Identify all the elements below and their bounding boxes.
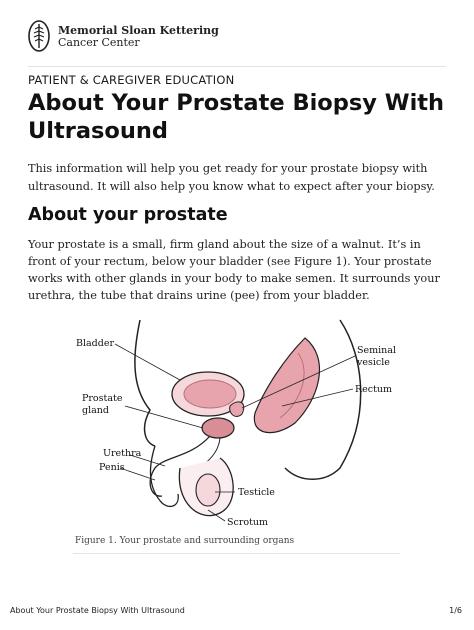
anatomy-figure [70, 318, 410, 533]
figure-caption: Figure 1. Your prostate and surrounding organs [75, 536, 295, 546]
anatomy-illustration [70, 318, 410, 533]
section-label: PATIENT & CAREGIVER EDUCATION [28, 73, 235, 87]
msk-logo [28, 20, 219, 54]
label-bladder: Bladder [76, 338, 115, 349]
label-scrotum: Scrotum [227, 517, 269, 528]
label-prostate-line1: Prostate [82, 393, 123, 404]
section-heading: About your prostate [28, 205, 228, 225]
body-paragraph: Your prostate is a small, firm gland about the size of a walnut. It’s in front of your rectum, below your bladder (see Figure 1). Your prostate works with other glands in your body to make semen. It surrounds your urethra, the tube that drains urine (pee) from your bladder. [28, 238, 440, 302]
header-divider [28, 66, 446, 67]
msk-logo-icon [28, 20, 50, 54]
footer-page-number: 1/6 [449, 606, 462, 615]
figure-divider [73, 553, 400, 554]
label-urethra: Urethra [103, 448, 142, 459]
footer-doc-title: About Your Prostate Biopsy With Ultrasound [10, 606, 185, 615]
label-penis: Penis [99, 462, 125, 473]
org-name: Memorial Sloan Kettering [58, 24, 219, 37]
label-seminal-line1: Seminal [357, 345, 396, 356]
page-title: About Your Prostate Biopsy With Ultrasound [28, 90, 445, 144]
org-subtitle: Cancer Center [58, 36, 140, 49]
label-seminal-line2: vesicle [357, 357, 390, 368]
label-prostate-line2: gland [82, 405, 109, 416]
intro-paragraph: This information will help you get ready for your prostate biopsy with ultrasound. It will also help you know what to expect after your biopsy. [28, 162, 435, 193]
label-testicle: Testicle [238, 487, 275, 498]
label-rectum: Rectum [355, 384, 393, 395]
